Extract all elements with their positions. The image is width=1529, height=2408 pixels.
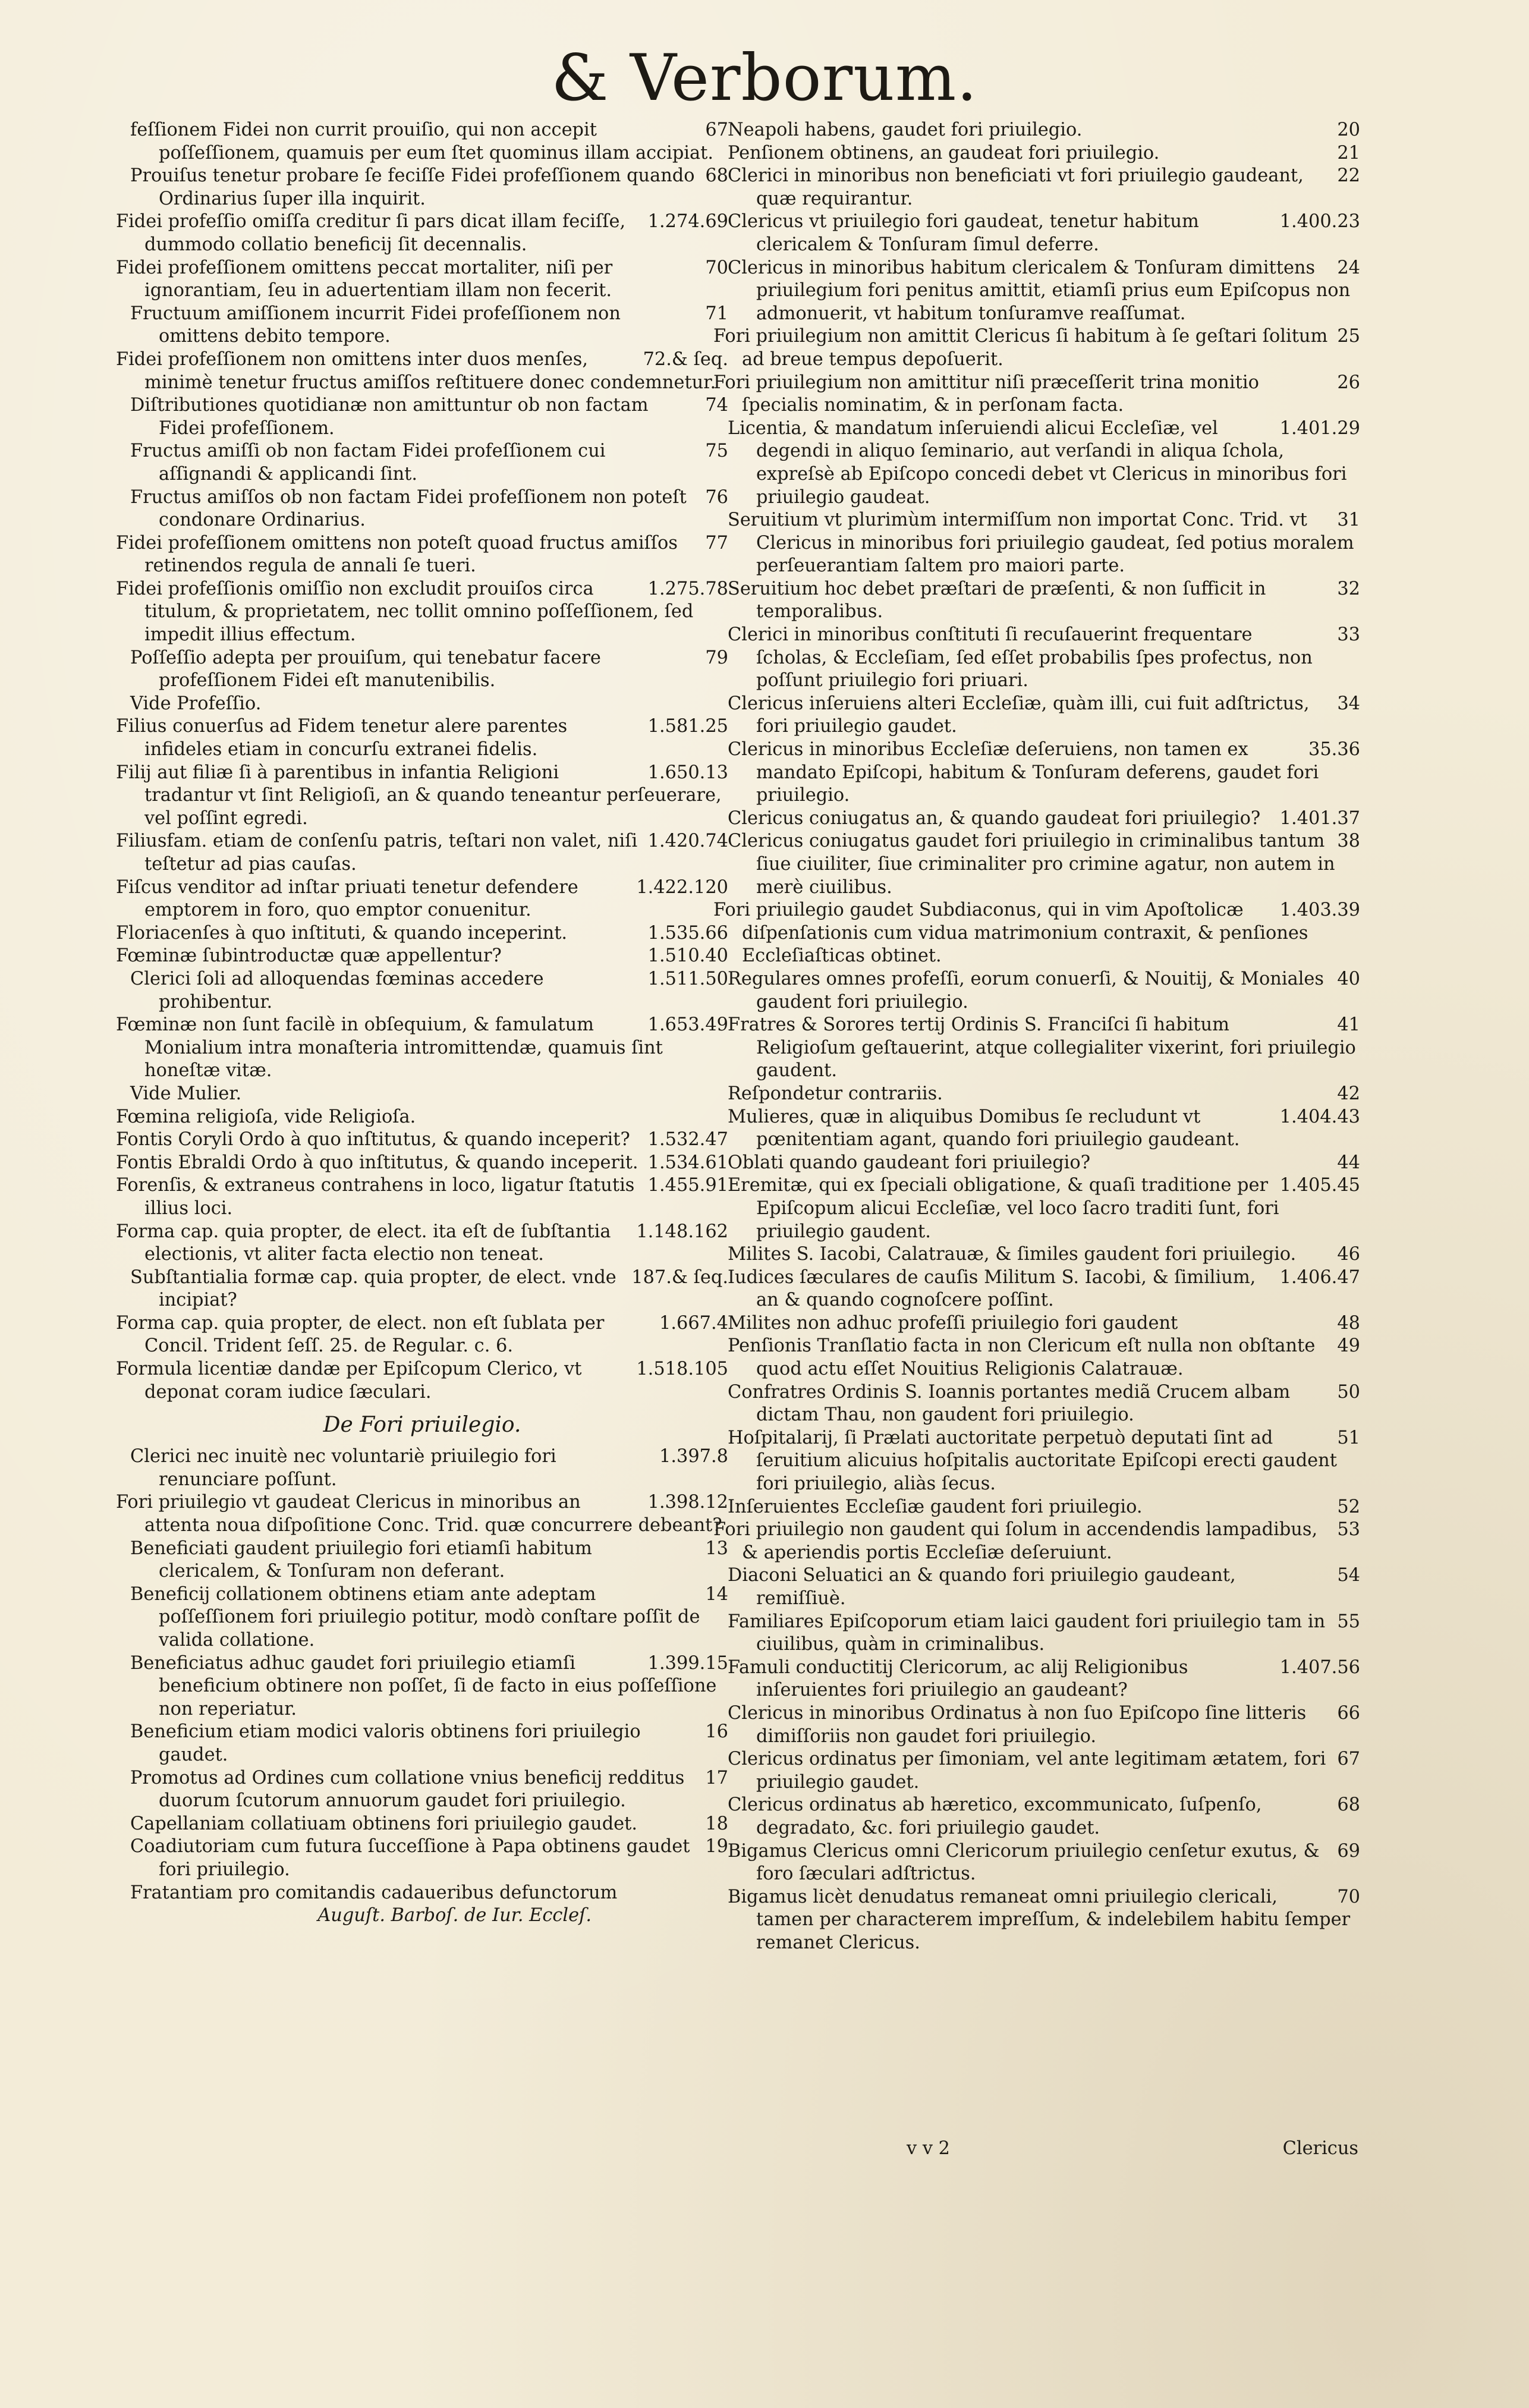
entry-text: Eremitæ, qui ex ſpeciali obligatione, & quaſi traditione per Epiſcopum alicui Eccleſiæ, vel loco ſacro traditi ſunt, fori priuilegio gaudent. bbox=[728, 1175, 1279, 1242]
index-entry bbox=[713, 1427, 1360, 1496]
entry-reference: 1.406.47 bbox=[1279, 1266, 1360, 1288]
entry-text: Reſpondetur contrariis. bbox=[728, 1083, 943, 1104]
entry-reference: 20 bbox=[1337, 120, 1360, 140]
index-entry bbox=[713, 807, 1360, 831]
entry-reference: 71 bbox=[705, 303, 728, 324]
entry-reference: 19 bbox=[705, 1836, 728, 1857]
entry-reference: 1.274.69 bbox=[647, 211, 728, 232]
catchword: Clericus bbox=[1282, 2138, 1358, 2159]
index-entry bbox=[116, 1652, 728, 1721]
index-entry bbox=[116, 1152, 728, 1175]
entry-reference: 1.401.37 bbox=[1279, 807, 1360, 829]
entry-reference: 66 bbox=[1337, 1702, 1360, 1724]
index-entry bbox=[116, 348, 728, 394]
entry-text: Fontis Ebraldi Ordo à quo inſtitutus, & quando inceperit. bbox=[116, 1152, 638, 1173]
entry-text: Beneficium etiam modici valoris obtinens fori priuilegio gaudet. bbox=[130, 1721, 641, 1765]
index-entry bbox=[116, 303, 728, 348]
entry-reference: 52 bbox=[1337, 1496, 1360, 1517]
entry-reference: 1.401.29 bbox=[1279, 417, 1360, 439]
entry-text: Clerici nec inuitè nec voluntariè priuilegio fori renunciare poſſunt. bbox=[130, 1446, 556, 1490]
entry-text: Famuli conductitij Clericorum, ac alij Religionibus inſeruientes fori priuilegio an gaudeant? bbox=[728, 1656, 1188, 1701]
entry-text: Subſtantialia formæ cap. quia propter, de elect. vnde incipiat? bbox=[130, 1266, 616, 1311]
entry-reference: 42 bbox=[1337, 1083, 1360, 1104]
index-entry bbox=[116, 1445, 728, 1491]
entry-reference: 35.36 bbox=[1308, 739, 1360, 760]
entry-reference: 69 bbox=[1337, 1840, 1360, 1862]
index-entry bbox=[116, 1014, 728, 1083]
index-entry bbox=[713, 578, 1360, 624]
entry-text: Fori priuilegio non gaudent qui ſolum in accendendis lampadibus, & aperiendis portis Eccleſiæ deſeruiunt. bbox=[713, 1519, 1318, 1563]
entry-text: Filius conuerſus ad Fidem tenetur alere parentes infideles etiam in concurſu extranei fidelis. bbox=[116, 716, 568, 760]
entry-text: Fratantiam pro comitandis cadaueribus defunctorum bbox=[130, 1882, 618, 1903]
entry-reference: 68 bbox=[705, 165, 728, 187]
index-entry bbox=[116, 1221, 728, 1266]
entry-reference: 79 bbox=[705, 647, 728, 668]
entry-text: Clericus ordinatus per ſimoniam, vel ante legitimam ætatem, fori priuilegio gaudet. bbox=[728, 1749, 1326, 1793]
entry-text: Capellaniam collatiuam obtinens fori priuilegio gaudet. bbox=[130, 1813, 638, 1834]
index-entry bbox=[116, 1358, 728, 1404]
entry-text: Fidei profeſſio omiſſa creditur ſi pars dicat illam feciſſe, dummodo collatio beneficij ſit decennalis. bbox=[116, 211, 626, 255]
entry-text: Forma cap. quia propter, de elect. ita eſt de ſubſtantia electionis, vt aliter facta electio non teneat. bbox=[116, 1221, 611, 1265]
index-entry bbox=[713, 142, 1360, 165]
entry-text: Filiusfam. etiam de conſenſu patris, teſtari non valet, niſi teſtetur ad pias cauſas. bbox=[116, 831, 638, 875]
entry-text: Familiares Epiſcoporum etiam laici gaudent fori priuilegio tam in ciuilibus, quàm in criminalibus. bbox=[728, 1611, 1326, 1655]
entry-text: Diſtributiones quotidianæ non amittuntur ob non factam Fidei profeſſionem. bbox=[130, 395, 649, 439]
entry-reference: 1.275.78 bbox=[647, 578, 728, 599]
entry-text: Penſionem obtinens, an gaudeat fori priuilegio. bbox=[728, 142, 1160, 164]
entry-reference: 1.511.50 bbox=[647, 968, 728, 989]
entry-reference: 1.455.91 bbox=[647, 1175, 728, 1196]
entry-text: Beneficiatus adhuc gaudet fori priuilegio etiamſi beneficium obtinere non poſſet, ſi de facto in eius poſſeſſione non reperiatur. bbox=[130, 1652, 717, 1719]
index-entry bbox=[713, 1564, 1360, 1610]
entry-text: Beneficij collationem obtinens etiam ante adeptam poſſeſſionem fori priuilegio potitur, modò conſtare poſſit de valida collatione. bbox=[130, 1583, 700, 1651]
index-entry bbox=[116, 1128, 728, 1152]
entry-reference: 1.422.120 bbox=[636, 876, 728, 898]
entry-text: Fructuum amiſſionem incurrit Fidei profeſſionem non omittens debito tempore. bbox=[130, 303, 621, 347]
entry-text: Fontis Coryli Ordo à quo inſtitutus, & quando inceperit? bbox=[116, 1129, 630, 1150]
index-entry bbox=[116, 257, 728, 303]
entry-text: Seruitium vt plurimùm intermiſſum non importat Conc. Trid. vt Clericus in minoribus fori priuilegio gaudeat, ſed potius moralem perſeuerantiam ſaltem pro maiori parte. bbox=[728, 510, 1354, 577]
entry-text: Clerici ſoli ad alloquendas fœminas accedere prohibentur. bbox=[130, 968, 544, 1013]
entry-text: Oblati quando gaudeant fori priuilegio? bbox=[728, 1152, 1090, 1173]
index-entry bbox=[713, 119, 1360, 142]
entry-text: Fœmina religioſa, vide Religioſa. bbox=[116, 1106, 416, 1127]
entry-text: Vide Mulier. bbox=[130, 1083, 242, 1104]
index-entry bbox=[713, 830, 1360, 899]
entry-reference: 32 bbox=[1337, 578, 1360, 599]
index-entry bbox=[713, 738, 1360, 807]
index-entry bbox=[713, 1656, 1360, 1702]
index-entry bbox=[713, 1243, 1360, 1266]
entry-reference: 31 bbox=[1337, 510, 1360, 531]
index-entry bbox=[713, 1106, 1360, 1152]
index-entry bbox=[713, 1748, 1360, 1794]
entry-text: Forenſis, & extraneus contrahens in loco, ligatur ſtatutis illius loci. bbox=[116, 1175, 635, 1219]
index-entry bbox=[713, 1611, 1360, 1656]
entry-text: Clericus ordinatus ab hæretico, excommunicato, ſuſpenſo, degradato, &c. fori priuilegio gaudet. bbox=[728, 1794, 1262, 1838]
entry-reference: 55 bbox=[1337, 1611, 1360, 1632]
entry-reference: 1.581.25 bbox=[647, 716, 728, 737]
entry-reference: 67 bbox=[1337, 1749, 1360, 1770]
index-entry bbox=[713, 210, 1360, 256]
entry-reference: 1.398.12 bbox=[647, 1492, 728, 1513]
entry-text: Floriacenſes à quo inſtituti, & quando inceperint. bbox=[116, 922, 568, 944]
entry-reference: 16 bbox=[705, 1721, 728, 1743]
entry-reference: 187.& ſeq. bbox=[631, 1266, 728, 1288]
entry-reference: 51 bbox=[1337, 1427, 1360, 1448]
entry-text: Inſeruientes Eccleſiæ gaudent fori priuilegio. bbox=[728, 1496, 1143, 1517]
entry-text: Confratres Ordinis S. Ioannis portantes mediã Crucem albam dictam Thau, non gaudent fori priuilegio. bbox=[728, 1381, 1291, 1426]
entry-text: Clericus in minoribus Ordinatus à non ſuo Epiſcopo ſine litteris dimiſſoriis non gaudet fori priuilegio. bbox=[728, 1702, 1307, 1747]
index-entry bbox=[116, 762, 728, 831]
index-entry bbox=[713, 624, 1360, 693]
index-entry bbox=[116, 440, 728, 486]
index-entry bbox=[116, 1813, 728, 1836]
entry-text: Bigamus Clericus omni Clericorum priuilegio cenſetur exutus, & foro ſæculari adſtrictus. bbox=[728, 1840, 1320, 1885]
entry-reference: 40 bbox=[1337, 968, 1360, 989]
index-entry bbox=[116, 578, 728, 647]
entry-reference: 1.399.15 bbox=[647, 1652, 728, 1674]
index-entry bbox=[713, 1266, 1360, 1312]
index-entry bbox=[116, 1583, 728, 1652]
entry-text: Fratres & Sorores tertij Ordinis S. Franciſci ſi habitum Religioſum geſtauerint, atque collegialiter vixerint, fori priuilegio gaudent. bbox=[728, 1014, 1356, 1082]
entry-text: Fori priuilegio gaudet Subdiaconus, qui in vim Apoſtolicæ diſpenſationis cum vidua matrimonium contraxit, & penſiones Eccleſiaſticas obtinet. bbox=[713, 900, 1308, 967]
index-entry bbox=[713, 1840, 1360, 1886]
entry-reference: 1.397.8 bbox=[659, 1446, 728, 1467]
index-entry bbox=[116, 647, 728, 693]
entry-reference: 76 bbox=[705, 486, 728, 508]
entry-reference: 68 bbox=[1337, 1794, 1360, 1816]
left-entries-after bbox=[116, 1445, 728, 1904]
entry-text: Fori priuilegium non amittit Clericus ſi habitum à ſe geſtari ſolitum ad breue tempus depoſuerit. bbox=[713, 326, 1328, 370]
entry-text: Fiſcus venditor ad inſtar priuati tenetur defendere emptorem in foro, quo emptor conuenitur. bbox=[116, 876, 578, 921]
index-entry bbox=[116, 693, 728, 716]
entry-reference: 49 bbox=[1337, 1335, 1360, 1357]
entry-reference: 1.400.23 bbox=[1279, 211, 1360, 232]
entry-text: Mulieres, quæ in aliquibus Domibus ſe recludunt vt pœnitentiam agant, quando fori priuilegio gaudeant. bbox=[728, 1106, 1240, 1150]
entry-text: Diaconi Seluatici an & quando fori priuilegio gaudeant, remiſſiuè. bbox=[728, 1565, 1236, 1609]
entry-text: Poſſeſſio adepta per prouiſum, qui tenebatur facere profeſſionem Fidei eſt manutenibilis. bbox=[130, 647, 601, 691]
entry-text: Coadiutoriam cum futura ſucceſſione à Papa obtinens gaudet fori priuilegio. bbox=[130, 1836, 690, 1880]
entry-text: Clericus in minoribus habitum clericalem & Tonſuram dimittens priuilegium fori penitus amittit, etiamſi prius eum Epiſcopus non admonuerit, vt habitum tonſuramve reaſſumat. bbox=[728, 257, 1351, 324]
entry-text: Iudices ſæculares de cauſis Militum S. Iacobi, & ſimilium, an & quando cognoſcere poſſint. bbox=[728, 1266, 1256, 1311]
index-entry bbox=[116, 1266, 728, 1312]
index-entry bbox=[713, 968, 1360, 1014]
entry-reference: 1.403.39 bbox=[1279, 900, 1360, 921]
entry-reference: 1.534.61 bbox=[647, 1152, 728, 1173]
entry-reference: 14 bbox=[705, 1583, 728, 1605]
index-entry bbox=[713, 1702, 1360, 1748]
entry-text: feſſionem Fidei non currit prouiſio, qui non accepit poſſeſſionem, quamuis per eum ſtet quominus illam accipiat. bbox=[130, 120, 713, 164]
entry-reference: 46 bbox=[1337, 1244, 1360, 1265]
entry-reference: 1.510.40 bbox=[647, 945, 728, 967]
entry-text: Filij aut filiæ ſi à parentibus in infantia Religioni tradantur vt ſint Religioſi, an & quando teneantur perſeuerare, vel poſſint egredi. bbox=[116, 762, 722, 829]
index-entry bbox=[116, 165, 728, 210]
entry-reference: 18 bbox=[705, 1813, 728, 1834]
index-entry bbox=[116, 876, 728, 922]
entry-reference: 25 bbox=[1337, 326, 1360, 347]
index-entry bbox=[116, 119, 728, 165]
entry-reference: 17 bbox=[705, 1767, 728, 1788]
page-title: & Verborum. bbox=[551, 41, 978, 115]
index-entry bbox=[713, 372, 1360, 417]
entry-text: Promotus ad Ordines cum collatione vnius beneficij redditus duorum ſcutorum annuorum gaudet fori priuilegio. bbox=[130, 1767, 685, 1812]
entry-text: Fidei profeſſionem omittens peccat mortaliter, niſi per ignorantiam, ſeu in aduertentiam illam non fecerit. bbox=[116, 257, 613, 301]
entry-reference: 1.535.66 bbox=[647, 922, 728, 944]
entry-reference: 22 bbox=[1337, 165, 1360, 187]
index-entry bbox=[713, 509, 1360, 578]
signature-mark: v v 2 bbox=[907, 2138, 950, 2159]
entry-text: Fidei profeſſionem omittens non poteſt quoad fructus amiſſos retinendos regula de annali ſe tueri. bbox=[116, 532, 678, 577]
entry-reference: 53 bbox=[1337, 1519, 1360, 1541]
index-entry bbox=[713, 1152, 1360, 1175]
index-entry bbox=[713, 1381, 1360, 1427]
index-entry bbox=[713, 257, 1360, 326]
index-entry bbox=[116, 1312, 728, 1358]
entry-reference: 50 bbox=[1337, 1381, 1360, 1403]
entry-text: Bigamus licèt denudatus remaneat omni priuilegio clericali, tamen per characterem impreſſum, & indelebilem habitu ſemper remanet Clericus. bbox=[728, 1886, 1351, 1953]
entry-text: Formula licentiæ dandæ per Epiſcopum Clerico, vt deponat coram iudice ſæculari. bbox=[116, 1359, 582, 1403]
index-entry bbox=[116, 830, 728, 876]
entry-text: Fœminæ non ſunt facilè in obſequium, & famulatum Monialium intra monaſteria intromittendæ, quamuis ſint honeſtæ vitæ. bbox=[116, 1014, 663, 1082]
index-entry bbox=[116, 715, 728, 761]
entry-text: Clericus in minoribus Eccleſiæ deſeruiens, non tamen ex mandato Epiſcopi, habitum & Tonſuram deferens, gaudet fori priuilegio. bbox=[728, 739, 1319, 806]
entry-reference: 74 bbox=[705, 395, 728, 416]
entry-reference: 24 bbox=[1337, 257, 1360, 278]
entry-text: Fori priuilegio vt gaudeat Clericus in minoribus an attenta noua diſpoſitione Conc. Trid. quæ concurrere debeant? bbox=[116, 1492, 722, 1536]
entry-reference: 44 bbox=[1337, 1152, 1360, 1173]
left-entries bbox=[116, 119, 728, 1404]
index-entry bbox=[713, 1794, 1360, 1840]
index-entry bbox=[116, 210, 728, 256]
entry-text: Clericus vt priuilegio fori gaudeat, tenetur habitum clericalem & Tonſuram ſimul deferre. bbox=[728, 211, 1199, 255]
index-entry bbox=[713, 693, 1360, 738]
entry-reference: 75 bbox=[705, 441, 728, 462]
index-entry bbox=[713, 417, 1360, 509]
entry-text: Seruitium hoc debet præſtari de præſenti, & non ſufficit in temporalibus. bbox=[728, 578, 1266, 623]
index-entry bbox=[116, 1882, 728, 1905]
entry-text: Licentia, & mandatum inſeruiendi alicui Eccleſiæ, vel degendi in aliquo ſeminario, aut verſandi in aliqua ſchola, expreſsè ab Epiſcopo concedi debet vt Clericus in minoribus fori priuilegio gaudeat. bbox=[728, 417, 1347, 508]
entry-reference: 41 bbox=[1337, 1014, 1360, 1036]
entry-reference: 13 bbox=[705, 1538, 728, 1559]
entry-text: Regulares omnes profeſſi, eorum conuerſi, & Nouitij, & Moniales gaudent fori priuilegio. bbox=[728, 968, 1324, 1013]
index-entry bbox=[116, 1106, 728, 1129]
entry-text: Fœminæ ſubintroductæ quæ appellentur? bbox=[116, 945, 502, 967]
entry-text: Fidei profeſſionis omiſſio non excludit prouiſos circa titulum, & proprietatem, nec tollit omnino poſſeſſionem, ſed impedit illius effectum. bbox=[116, 578, 694, 646]
entry-text: Milites S. Iacobi, Calatrauæ, & ſimiles gaudent fori priuilegio. bbox=[728, 1244, 1297, 1265]
index-entry bbox=[713, 1083, 1360, 1106]
entry-reference: 38 bbox=[1337, 831, 1360, 852]
entry-reference: 48 bbox=[1337, 1312, 1360, 1334]
entry-text: Clericus inſeruiens alteri Eccleſiæ, quàm illi, cui fuit adſtrictus, fori priuilegio gaudet. bbox=[728, 693, 1310, 737]
entry-reference: 1.405.45 bbox=[1279, 1175, 1360, 1196]
entry-reference: 1.518.105 bbox=[636, 1359, 728, 1380]
index-entry bbox=[116, 1083, 728, 1106]
entry-reference: 1.667.4 bbox=[659, 1312, 728, 1334]
entry-reference: 21 bbox=[1337, 142, 1360, 164]
index-entry bbox=[116, 1721, 728, 1766]
index-entry bbox=[116, 922, 728, 945]
entry-reference: 26 bbox=[1337, 372, 1360, 393]
entry-reference: 54 bbox=[1337, 1565, 1360, 1586]
entry-text: Fructus amiſſi ob non factam Fidei profeſſionem cui aſſignandi & applicandi ſint. bbox=[130, 441, 606, 485]
entry-reference: 1.148.162 bbox=[636, 1221, 728, 1242]
index-entry bbox=[713, 325, 1360, 371]
entry-reference: 70 bbox=[705, 257, 728, 278]
entry-reference: 70 bbox=[1337, 1886, 1360, 1907]
entry-reference: 1.407.56 bbox=[1279, 1656, 1360, 1678]
index-entry bbox=[116, 532, 728, 578]
entry-reference: 67 bbox=[705, 120, 728, 140]
entry-text: Clerici in minoribus non beneficiati vt fori priuilegio gaudeant, quæ requirantur. bbox=[728, 165, 1304, 209]
entry-reference: 1.650.13 bbox=[647, 762, 728, 783]
index-entry bbox=[116, 1174, 728, 1220]
entry-reference: 1.420.74 bbox=[647, 831, 728, 852]
entry-text: Fructus amiſſos ob non factam Fidei profeſſionem non poteſt condonare Ordinarius. bbox=[130, 486, 687, 531]
entry-reference: 1.404.43 bbox=[1279, 1106, 1360, 1127]
entry-reference: 72.& ſeq. bbox=[643, 348, 728, 370]
entry-text: Hoſpitalarij, ſi Prælati auctoritate perpetuò deputati ſint ad ſeruitium alicuius hoſpitalis auctoritate Epiſcopi erecti gaudent fori priuilegio, aliàs ſecus. bbox=[728, 1427, 1337, 1495]
entry-reference: 34 bbox=[1337, 693, 1360, 714]
entry-reference: 33 bbox=[1337, 624, 1360, 646]
index-entry bbox=[713, 1174, 1360, 1243]
index-entry bbox=[116, 394, 728, 440]
index-entry bbox=[713, 1496, 1360, 1519]
index-entry bbox=[116, 968, 728, 1014]
entry-text: Milites non adhuc profeſſi priuilegio fori gaudent bbox=[728, 1312, 1178, 1334]
entry-text: Forma cap. quia propter, de elect. non eſt ſublata per Concil. Trident ſeſſ. 25. de Regular. c. 6. bbox=[116, 1312, 605, 1357]
entry-reference: 1.653.49 bbox=[647, 1014, 728, 1036]
index-entry bbox=[116, 486, 728, 532]
entry-text: Fidei profeſſionem non omittens inter duos menſes, minimè tenetur fructus amiſſos reſtituere donec condemnetur. bbox=[116, 348, 716, 393]
index-entry bbox=[713, 165, 1360, 210]
entry-text: Clerici in minoribus conſtituti ſi recuſauerint frequentare ſcholas, & Eccleſiam, ſed eſſet probabilis ſpes profectus, non poſſunt priuilegio fori priuari. bbox=[728, 624, 1313, 691]
entry-text: Neapoli habens, gaudet fori priuilegio. bbox=[728, 120, 1083, 140]
left-column bbox=[116, 119, 728, 1928]
entry-text: Fori priuilegium non amittitur niſi præceſſerit trina monitio ſpecialis nominatim, & in perſonam facta. bbox=[713, 372, 1259, 416]
index-entry bbox=[713, 1312, 1360, 1335]
entry-reference: 1.532.47 bbox=[647, 1129, 728, 1150]
right-column bbox=[713, 119, 1360, 1955]
right-entries bbox=[713, 119, 1360, 1955]
index-entry bbox=[116, 945, 728, 968]
index-entry bbox=[116, 1835, 728, 1881]
index-entry bbox=[713, 1014, 1360, 1083]
index-entry bbox=[713, 1335, 1360, 1381]
index-entry bbox=[116, 1767, 728, 1813]
entry-text: Clericus coniugatus an, & quando gaudeat fori priuilegio? bbox=[728, 807, 1261, 829]
section-heading: De Fori priuilegio. bbox=[323, 1413, 521, 1438]
entry-text: Clericus coniugatus gaudet fori priuilegio in criminalibus tantum ſiue ciuiliter, ſiue criminaliter pro crimine agatur, non autem in merè ciuilibus. bbox=[728, 831, 1335, 898]
index-entry bbox=[713, 1519, 1360, 1564]
index-entry bbox=[713, 1886, 1360, 1955]
entry-text: Vide Profeſſio. bbox=[130, 693, 262, 714]
index-entry bbox=[713, 899, 1360, 968]
entry-reference: 77 bbox=[705, 532, 728, 554]
index-entry bbox=[116, 1538, 728, 1583]
running-footer-note: Auguſt. Barboſ. de Iur. Eccleſ. bbox=[317, 1905, 592, 1926]
index-entry bbox=[116, 1491, 728, 1537]
entry-text: Prouiſus tenetur probare ſe feciſſe Fidei profeſſionem quando Ordinarius ſuper illa inquirit. bbox=[130, 165, 695, 209]
entry-text: Beneficiati gaudent priuilegio fori etiamſi habitum clericalem, & Tonſuram non deferant. bbox=[130, 1538, 592, 1582]
entry-text: Penſionis Tranſlatio facta in non Clericum eſt nulla non obſtante quod actu eſſet Nouitius Religionis Calatrauæ. bbox=[728, 1335, 1316, 1380]
